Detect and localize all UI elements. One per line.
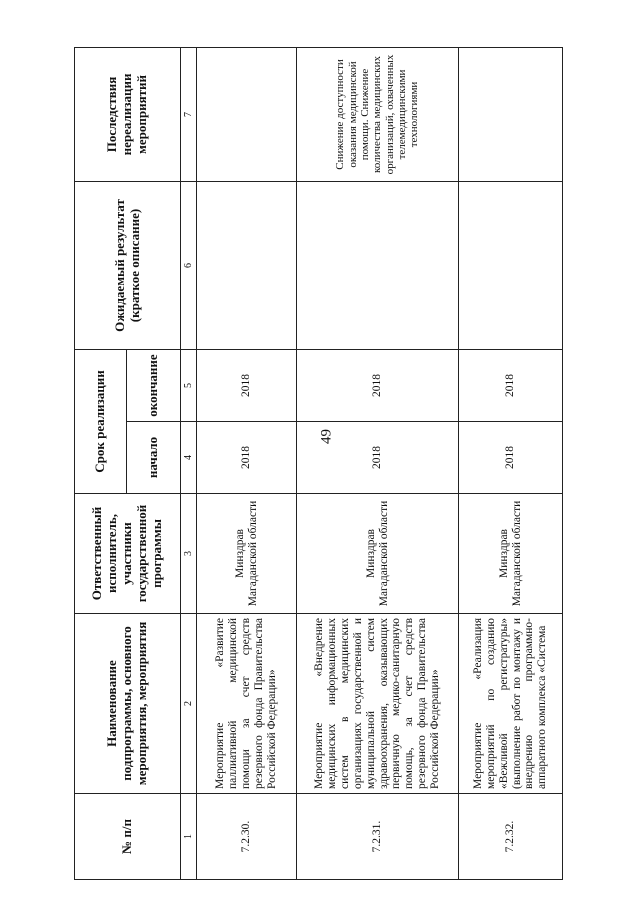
header-consequences: Последствия нереализации мероприятий <box>75 47 181 181</box>
column-number-row <box>181 47 197 879</box>
header-name: Наименование подпрограммы, основного мероприятия, мероприятия <box>75 614 181 794</box>
activity-name: Мероприятие «Внедрение медицинских информационных систем в медицинских организациях государственной и муниципальной систем здравоохранения, оказывающих первичную медико-санитарную помощь, за счет средств резервного фонда Правительства Российской Федерации» <box>297 614 459 794</box>
non-implementation-consequences <box>197 47 297 181</box>
header-end: окончание <box>127 349 181 421</box>
table-row <box>297 47 459 879</box>
non-implementation-consequences: Снижение доступности оказания медицинской помощи. Снижение количества медицинских организаций, охваченных телемедицинскими технологиями <box>297 47 459 181</box>
start-year: 2018 <box>297 422 459 494</box>
program-activities-table <box>74 47 563 880</box>
header-term-group: Срок реализации <box>75 349 127 493</box>
row-number: 7.2.31. <box>297 794 459 880</box>
activity-name: Мероприятие «Реализация мероприятий по созданию «Вежливой регистратуры» (выполнение работ по монтажу и внедрению программно-аппаратного комплекса «Система <box>459 614 563 794</box>
column-number: 6 <box>181 181 197 349</box>
column-number: 4 <box>181 422 197 494</box>
responsible-executor: Минздрав Магаданской области <box>459 494 563 614</box>
end-year: 2018 <box>459 349 563 421</box>
expected-result <box>297 181 459 349</box>
end-year: 2018 <box>297 349 459 421</box>
column-number: 1 <box>181 794 197 880</box>
rotated-table-frame <box>74 48 562 880</box>
page-number: 49 <box>318 429 335 444</box>
expected-result <box>459 181 563 349</box>
column-number: 2 <box>181 614 197 794</box>
responsible-executor: Минздрав Магаданской области <box>197 494 297 614</box>
row-number: 7.2.30. <box>197 794 297 880</box>
column-number: 5 <box>181 349 197 421</box>
header-start: начало <box>127 422 181 494</box>
table-row <box>459 47 563 879</box>
row-number: 7.2.32. <box>459 794 563 880</box>
column-number: 7 <box>181 47 197 181</box>
responsible-executor: Минздрав Магаданской области <box>297 494 459 614</box>
header-num: № п/п <box>75 794 181 880</box>
header-result: Ожидаемый результат (краткое описание) <box>75 181 181 349</box>
column-number: 3 <box>181 494 197 614</box>
header-responsible: Ответственный исполнитель, участники государственной программы <box>75 494 181 614</box>
table-container <box>74 48 562 880</box>
end-year: 2018 <box>197 349 297 421</box>
table-row <box>197 47 297 879</box>
start-year: 2018 <box>459 422 563 494</box>
non-implementation-consequences <box>459 47 563 181</box>
activity-name: Мероприятие «Развитие паллиативной медицинской помощи за счет средств резервного фонда Правительства Российской Федерации» <box>197 614 297 794</box>
start-year: 2018 <box>197 422 297 494</box>
expected-result <box>197 181 297 349</box>
